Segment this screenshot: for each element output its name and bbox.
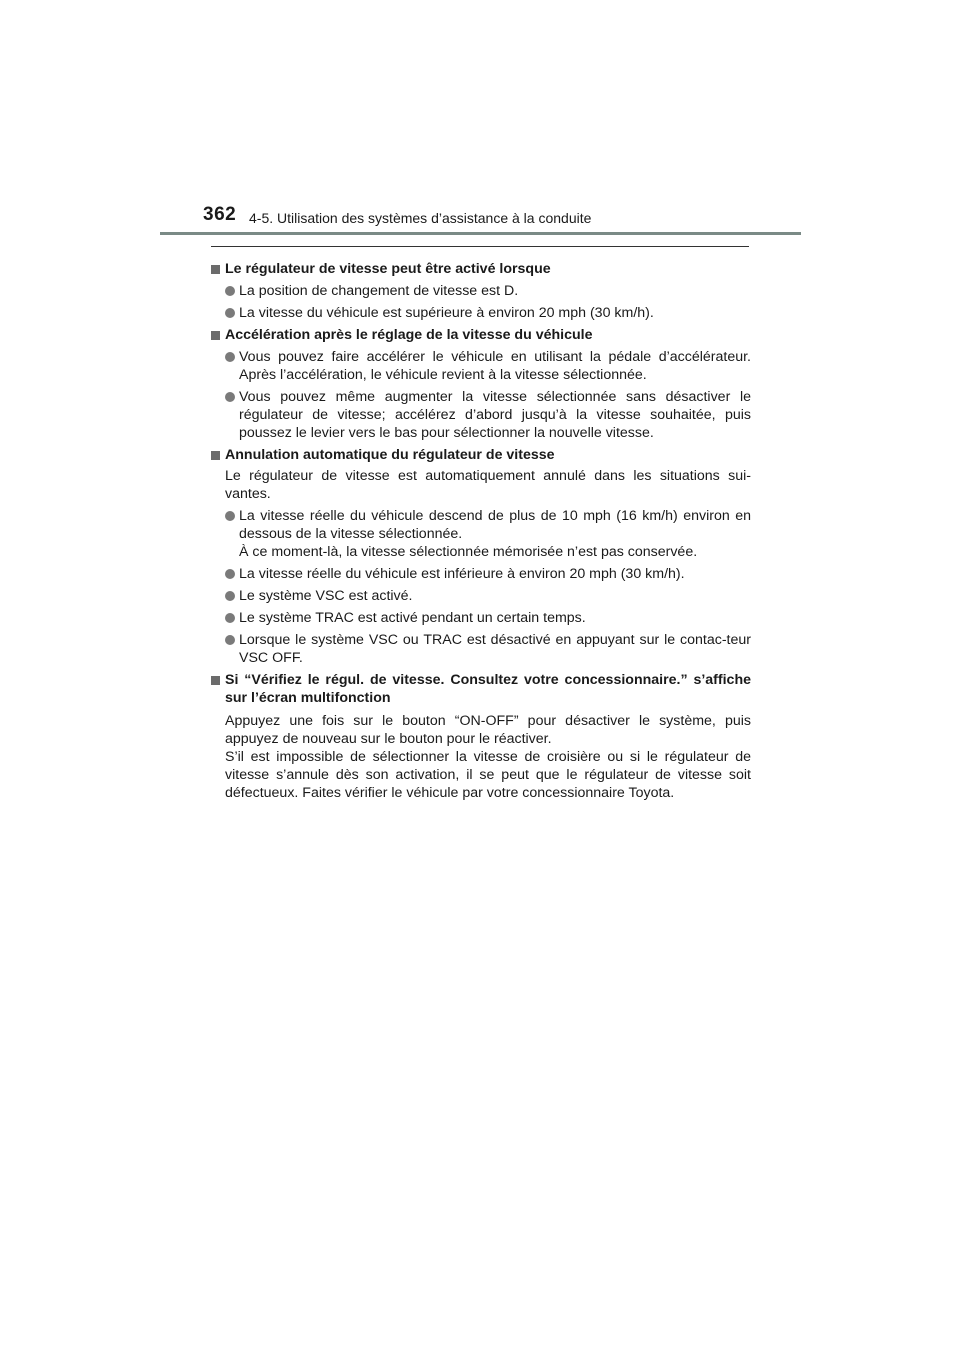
list-item: La vitesse réelle du véhicule est inférieure à environ 20 mph (30 km/h). [209, 565, 751, 583]
section-automatic-cancel [209, 446, 751, 667]
page-number: 362 [203, 204, 237, 225]
list-item: Vous pouvez même augmenter la vitesse sélectionnée sans désactiver le régulateur de vitesse; accélérez d’abord jusqu’à la vitesse souhaitée, puis poussez le levier vers le bas pour sélectionner la nouvelle vitesse. [209, 388, 751, 442]
circle-bullet-icon [225, 635, 235, 645]
page-header [0, 0, 960, 240]
section-title: Annulation automatique du régulateur de vitesse [209, 446, 751, 464]
paragraph: S’il est impossible de sélectionner la vitesse de croisière ou si le régulateur de vitesse s’annule dès son activation, il se peut que le régulateur de vitesse soit défectueux. Faites vérifier le véhicule par votre concessionnaire Toyota. [225, 749, 751, 801]
chapter-title: 4-5. Utilisation des systèmes d’assistance à la conduite [249, 210, 592, 226]
circle-bullet-icon [225, 392, 235, 402]
circle-bullet-icon [225, 569, 235, 579]
section-activation-conditions [209, 260, 751, 322]
section-intro: Le régulateur de vitesse est automatiquement annulé dans les situations sui-vantes. [225, 468, 751, 502]
list-item: Vous pouvez faire accélérer le véhicule en utilisant la pédale d’accélérateur. Après l’accélération, le véhicule revient à la vitesse sélectionnée. [209, 348, 751, 384]
circle-bullet-icon [225, 352, 235, 362]
page-content [209, 256, 751, 802]
section-title: Accélération après le réglage de la vitesse du véhicule [209, 326, 751, 344]
section-title: Si “Vérifiez le régul. de vitesse. Consultez votre concessionnaire.” s’affiche sur l’écran multifonction [209, 671, 751, 707]
circle-bullet-icon [225, 511, 235, 521]
circle-bullet-icon [225, 308, 235, 318]
circle-bullet-icon [225, 591, 235, 601]
content-rule [211, 246, 749, 247]
circle-bullet-icon [225, 286, 235, 296]
circle-bullet-icon [225, 613, 235, 623]
section-acceleration [209, 326, 751, 442]
square-bullet-icon [211, 676, 220, 685]
paragraph: Appuyez une fois sur le bouton “ON-OFF” pour désactiver le système, puis appuyez de nouveau sur le bouton pour le réactiver. [225, 713, 751, 747]
square-bullet-icon [211, 265, 220, 274]
list-item: Le système VSC est activé. [209, 587, 751, 605]
section-title: Le régulateur de vitesse peut être activé lorsque [209, 260, 751, 278]
list-item: Le système TRAC est activé pendant un certain temps. [209, 609, 751, 627]
list-item: La position de changement de vitesse est D. [209, 282, 751, 300]
list-item: Lorsque le système VSC ou TRAC est désactivé en appuyant sur le contac-teur VSC OFF. [209, 631, 751, 667]
square-bullet-icon [211, 451, 220, 460]
list-item: La vitesse réelle du véhicule descend de plus de 10 mph (16 km/h) environ en dessous de la vitesse sélectionnée. À ce moment-là, la vitesse sélectionnée mémorisée n’est pas conservée. [209, 507, 751, 561]
square-bullet-icon [211, 331, 220, 340]
section-warning-message [209, 671, 751, 802]
list-item: La vitesse du véhicule est supérieure à environ 20 mph (30 km/h). [209, 304, 751, 322]
header-rule [160, 232, 801, 235]
